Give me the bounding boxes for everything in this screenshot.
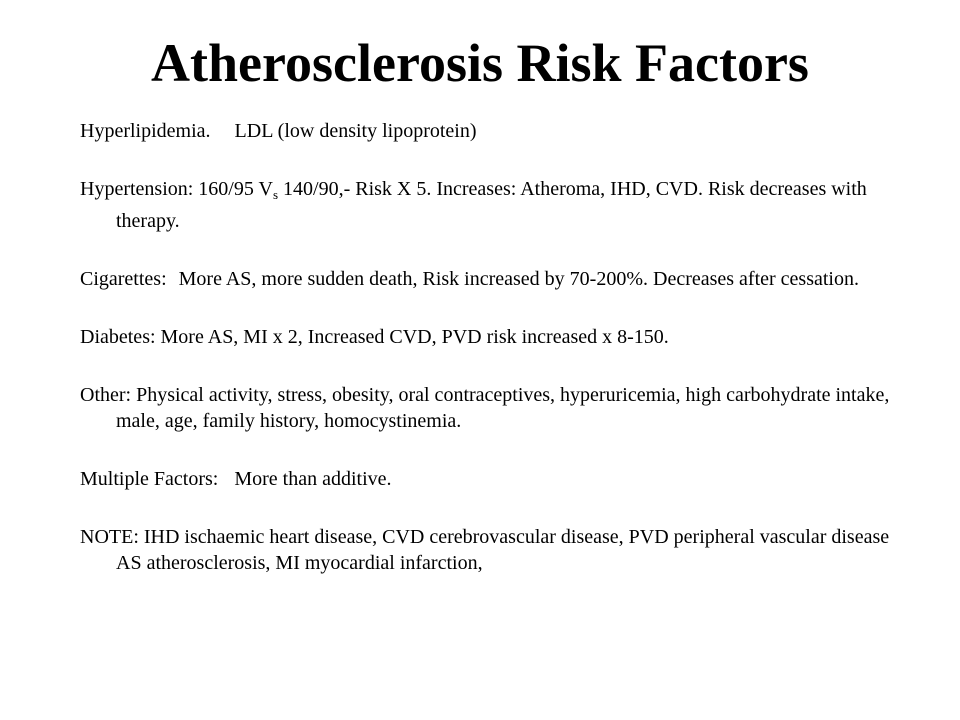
hypertension-suffix: 140/90,- Risk X 5. Increases: Atheroma, IHD, CVD. Risk decreases with therapy. xyxy=(116,178,867,232)
diabetes-item: Diabetes: More AS, MI x 2, Increased CVD, PVD risk increased x 8-150. xyxy=(80,326,669,348)
cigarettes-item xyxy=(80,266,900,292)
hyperlipidemia-item xyxy=(80,118,900,144)
slide-body xyxy=(80,118,900,576)
multiple-factors-text: More than additive. xyxy=(234,468,392,490)
other-item: Other: Physical activity, stress, obesity, oral contraceptives, hyperuricemia, high carbohydrate intake, male, age, family history, homocystinemia. xyxy=(80,384,890,432)
multiple-factors-item xyxy=(80,466,900,492)
hyperlipidemia-text: LDL (low density lipoprotein) xyxy=(234,120,477,142)
hypertension-item xyxy=(80,176,900,234)
slide-title: Atherosclerosis Risk Factors xyxy=(151,33,809,93)
cigarettes-text: More AS, more sudden death, Risk increased by 70-200%. Decreases after cessation. xyxy=(178,268,859,290)
cigarettes-label: Cigarettes: xyxy=(80,268,167,290)
hyperlipidemia-label: Hyperlipidemia. xyxy=(80,120,211,142)
multiple-factors-label: Multiple Factors: xyxy=(80,468,219,490)
hypertension-prefix: Hypertension: 160/95 V xyxy=(80,178,273,200)
hypertension-subscript: s xyxy=(272,187,279,202)
note-item: NOTE: IHD ischaemic heart disease, CVD cerebrovascular disease, PVD peripheral vascular disease AS atherosclerosis, MI myocardial infarction, xyxy=(80,526,890,574)
